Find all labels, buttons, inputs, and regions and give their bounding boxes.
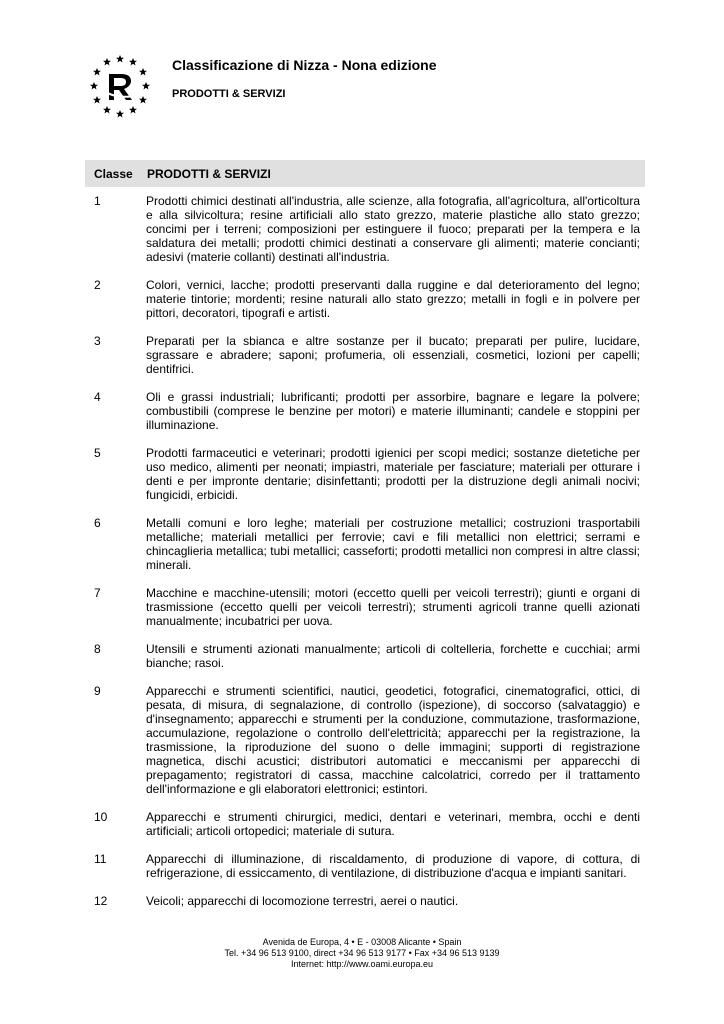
table-row [85, 194, 640, 264]
class-number: 10 [94, 810, 108, 824]
table-row [85, 516, 640, 572]
footer-address: Avenida de Europa, 4 • E - 03008 Alicante • Spain [262, 937, 462, 947]
table-row [85, 390, 640, 432]
class-number: 12 [94, 894, 108, 908]
class-number: 11 [94, 852, 107, 866]
table-row [85, 894, 640, 908]
class-description: Preparati per la sbianca e altre sostanze per il bucato; preparati per pulire, lucidare, sgrassare e abradere; saponi; profumeria, oli essenziali, cosmetici, lozioni per capelli; dentifrici. [146, 334, 640, 376]
page-title: Classificazione di Nizza - Nona edizione [172, 57, 437, 73]
class-number: 7 [94, 586, 101, 600]
classes-list [85, 194, 640, 922]
table-row [85, 810, 640, 838]
class-number: 4 [94, 390, 101, 404]
oami-logo-icon [82, 52, 158, 120]
class-description: Macchine e macchine-utensili; motori (eccetto quelli per veicoli terrestri); giunti e organi di trasmissione (eccetto quelli per veicoli terrestri); strumenti agricoli tranne quelli azionati manualmente; incubatrici per uova. [146, 586, 640, 628]
class-number: 8 [94, 642, 101, 656]
table-row [85, 586, 640, 628]
class-description: Prodotti farmaceutici e veterinari; prodotti igienici per scopi medici; sostanze dietetiche per uso medico, alimenti per neonati; impiastri, materiale per fasciature; materiali per otturare i denti e per impronte dentarie; disinfettanti; prodotti per la distruzione degli animali nocivi; fungicidi, erbicidi. [146, 446, 640, 502]
class-description: Metalli comuni e loro leghe; materiali per costruzione metallici; costruzioni trasportabili metalliche; materiali metallici per ferrovie; cavi e fili metallici non elettrici; serrami e chincaglieria metallica; tubi metallici; casseforti; prodotti metallici non compresi in altre classi; minerali. [146, 516, 640, 572]
class-description: Veicoli; apparecchi di locomozione terrestri, aerei o nautici. [146, 894, 459, 908]
table-row [85, 334, 640, 376]
footer-website-link[interactable]: Internet: http://www.oami.europa.eu [290, 959, 434, 969]
page-subtitle: PRODOTTI & SERVIZI [172, 88, 286, 100]
column-header-class: Classe [94, 167, 133, 181]
page-footer [0, 937, 724, 970]
table-header [85, 160, 645, 187]
class-number: 6 [94, 516, 101, 530]
table-row [85, 684, 640, 796]
class-description: Apparecchi e strumenti chirurgici, medici, dentari e veterinari, membra, occhi e denti artificiali; articoli ortopedici; materiale di sutura. [146, 810, 640, 838]
class-description: Colori, vernici, lacche; prodotti preservanti dalla ruggine e dal deterioramento del legno; materie tintorie; mordenti; resine naturali allo stato grezzo; metalli in fogli e in polvere per pittori, decoratori, tipografi e artisti. [146, 278, 640, 320]
footer-phone: Tel. +34 96 513 9100, direct +34 96 513 9177 • Fax +34 96 513 9139 [224, 948, 500, 958]
class-number: 5 [94, 446, 101, 460]
class-number: 3 [94, 334, 101, 348]
table-row [85, 642, 640, 670]
table-row [85, 278, 640, 320]
class-number: 1 [94, 194, 101, 208]
class-description: Apparecchi e strumenti scientifici, nautici, geodetici, fotografici, cinematografici, ottici, di pesata, di misura, di segnalazione, di controllo (ispezione), di soccorso (salvataggio) e d'insegnamento; apparecchi e strumenti per la conduzione, commutazione, trasformazione, accumulazione, regolazione o controllo dell'elettricità; apparecchi per la registrazione, la trasmissione, la riproduzione del suono o delle immagini; supporti di registrazione magnetica, dischi acustici; distributori automatici e meccanismi per apparecchi di prepagamento; registratori di cassa, macchine calcolatrici, corredo per il trattamento dell'informazione e gli elaboratori elettronici; estintori. [146, 684, 640, 796]
class-description: Utensili e strumenti azionati manualmente; articoli di coltelleria, forchette e cucchiai; armi bianche; rasoi. [146, 642, 640, 670]
class-description: Prodotti chimici destinati all'industria, alle scienze, alla fotografia, all'agricoltura, all'orticoltura e alla silvicoltura; resine artificiali allo stato grezzo, materie plastiche allo stato grezzo; concimi per i terreni; composizioni per estinguere il fuoco; preparati per la tempera e la saldatura dei metalli; prodotti chimici destinati a conservare gli alimenti; materie concianti; adesivi (materie collanti) destinati all'industria. [146, 194, 640, 264]
class-number: 2 [94, 278, 101, 292]
table-row [85, 446, 640, 502]
class-number: 9 [94, 684, 101, 698]
class-description: Apparecchi di illuminazione, di riscaldamento, di produzione di vapore, di cottura, di refrigerazione, di essiccamento, di ventilazione, di distribuzione d'acqua e impianti sanitari. [146, 852, 640, 880]
table-row [85, 852, 640, 880]
column-header-products: PRODOTTI & SERVIZI [147, 167, 271, 181]
class-description: Oli e grassi industriali; lubrificanti; prodotti per assorbire, bagnare e legare la polvere; combustibili (comprese le benzine per motori) e materie illuminanti; candele e stoppini per illuminazione. [146, 390, 640, 432]
